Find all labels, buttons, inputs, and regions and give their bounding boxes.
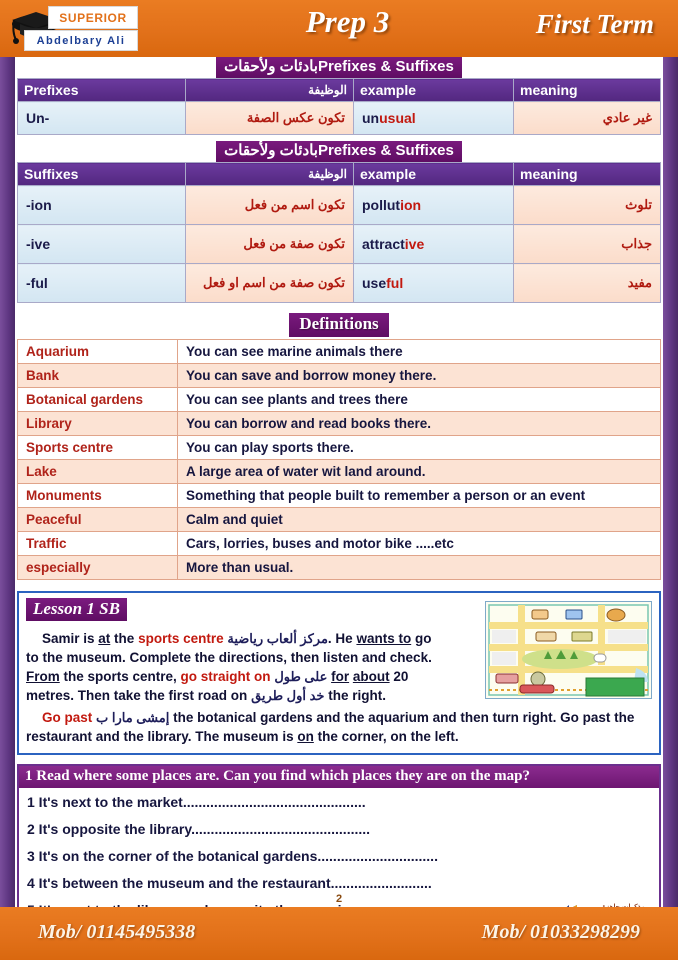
prefixes-section-title: Prefixes & Suffixesبادئات ولأحقات <box>216 57 462 78</box>
town-map-graphic <box>486 602 651 698</box>
map-illustration <box>485 601 652 699</box>
definition-term: Sports centre <box>18 436 178 460</box>
table-row <box>18 186 661 225</box>
definition-desc: You can play sports there. <box>178 436 661 460</box>
term-label: First Term <box>535 9 654 39</box>
exercise-box <box>17 764 661 930</box>
suffix-example <box>354 264 514 303</box>
function-col-header: الوظيفة <box>186 79 354 102</box>
table-row <box>18 340 661 364</box>
suffixes-section <box>17 141 661 303</box>
author-name: Abdelbary Ali <box>36 34 126 47</box>
definition-term: Aquarium <box>18 340 178 364</box>
table-header-row <box>18 79 661 102</box>
lesson-p1-arabic-3: خد أول طريق <box>251 688 325 703</box>
definitions-title: Definitions <box>289 313 388 337</box>
prefix-function: تكون عكس الصفة <box>186 102 354 135</box>
prefix-meaning: غير عادي <box>514 102 661 135</box>
table-row <box>18 412 661 436</box>
definition-desc: You can see marine animals there <box>178 340 661 364</box>
definition-term: Bank <box>18 364 178 388</box>
lesson-p1-part3: . He <box>327 631 357 646</box>
definitions-table <box>17 339 661 580</box>
prefix-example <box>354 102 514 135</box>
exercise-heading: 1 Read where some places are. Can you find which places they are on the map? <box>19 766 659 788</box>
table-row <box>18 225 661 264</box>
meaning-col-header: meaning <box>514 163 661 186</box>
example-base: use <box>362 275 387 291</box>
exercise-item[interactable]: 2 It's opposite the library.............................................. <box>27 821 371 837</box>
lesson-p1-part5: the sports centre, <box>59 669 181 684</box>
suffix-example <box>354 225 514 264</box>
table-row <box>18 436 661 460</box>
page-number: 2 <box>335 893 343 905</box>
table-row <box>18 102 661 135</box>
example-base: attract <box>362 236 405 252</box>
page-header <box>0 0 678 57</box>
lesson-p1-part6: 20 metres. Then take the first road on <box>26 669 409 703</box>
definitions-section <box>17 313 661 580</box>
definition-term: Library <box>18 412 178 436</box>
lesson-paragraph-2 <box>26 708 652 746</box>
lesson-paragraph-1 <box>26 629 436 705</box>
brand-name-plate <box>48 6 138 29</box>
example-col-header: example <box>354 79 514 102</box>
right-side-bar <box>663 57 678 907</box>
footer-mobile-left: Mob/ 01145495338 <box>38 921 196 943</box>
lesson-p1-about: about <box>352 669 390 684</box>
example-highlight: ful <box>386 275 404 291</box>
lesson-p1-arabic-2: على طول <box>274 669 328 684</box>
exercise-item[interactable]: 3 It's on the corner of the botanical gardens............................... <box>27 848 438 864</box>
example-base: un <box>362 110 380 126</box>
suffix-function: تكون صفة من فعل <box>186 225 354 264</box>
meaning-col-header: meaning <box>514 79 661 102</box>
page-footer <box>0 893 678 960</box>
suffix-meaning: جذاب <box>514 225 661 264</box>
definition-desc: You can see plants and trees there <box>178 388 661 412</box>
table-row <box>18 484 661 508</box>
lesson-p1-at: at <box>98 631 111 646</box>
page-content <box>17 57 661 907</box>
function-col-header: الوظيفة <box>186 163 354 186</box>
lesson-p1-from: From <box>26 669 60 684</box>
lesson-p1-arabic-1: مركز ألعاب رياضية <box>227 631 328 646</box>
lesson-p1-sports-centre: sports centre <box>138 631 224 646</box>
definition-desc: Something that people built to remember a person or an event <box>178 484 661 508</box>
lesson-p1-part2: the <box>110 631 139 646</box>
definition-desc: You can save and borrow money there. <box>178 364 661 388</box>
table-header-row <box>18 163 661 186</box>
suffixes-section-title: Prefixes & Suffixesبادئات ولأحقات <box>216 141 462 162</box>
example-highlight: ive <box>404 236 425 252</box>
definition-desc: A large area of water wit land around. <box>178 460 661 484</box>
suffix-example <box>354 186 514 225</box>
lesson-box <box>17 591 661 755</box>
example-col-header: example <box>354 163 514 186</box>
definition-desc: You can borrow and read books there. <box>178 412 661 436</box>
example-base: pollut <box>362 197 401 213</box>
lesson-p1-part7: the right. <box>324 688 386 703</box>
lesson-p2-go-past: Go past <box>42 710 93 725</box>
lesson-p2-on: on <box>297 729 314 744</box>
brand-logo <box>8 4 136 51</box>
lesson-p1-wants-to: wants to <box>356 631 412 646</box>
lesson-p1-part4: go to the museum. Complete the directions, then listen and check. <box>26 631 432 665</box>
suffix-function: تكون صفة من اسم او فعل <box>186 264 354 303</box>
suffix-meaning: مفيد <box>514 264 661 303</box>
suffixes-col-header: Suffixes <box>18 163 186 186</box>
prefix-value: Un- <box>18 102 186 135</box>
table-row <box>18 508 661 532</box>
suffix-function: تكون اسم من فعل <box>186 186 354 225</box>
definition-desc: Calm and quiet <box>178 508 661 532</box>
brand-name: SUPERIOR <box>59 10 127 25</box>
definition-term: Peaceful <box>18 508 178 532</box>
prefixes-table <box>17 78 661 135</box>
definition-term: Lake <box>18 460 178 484</box>
exercise-item[interactable]: 4 It's between the museum and the restaurant.......................... <box>27 875 432 891</box>
prefixes-section <box>17 57 661 135</box>
table-row <box>18 264 661 303</box>
table-row <box>18 556 661 580</box>
suffixes-table <box>17 162 661 303</box>
footer-mobile-right: Mob/ 01033298299 <box>481 921 640 943</box>
lesson-p2-arabic-1: إمشى مارا ب <box>96 710 170 725</box>
suffix-value: -ful <box>18 264 186 303</box>
table-row <box>18 388 661 412</box>
lesson-p2-part2: the corner, on the left. <box>313 729 459 744</box>
table-row <box>18 532 661 556</box>
definition-term: especially <box>18 556 178 580</box>
suffix-value: -ion <box>18 186 186 225</box>
example-highlight: ion <box>400 197 422 213</box>
definition-term: Monuments <box>18 484 178 508</box>
table-row <box>18 460 661 484</box>
lesson-tag: Lesson 1 SB <box>26 598 127 621</box>
author-name-plate <box>24 30 138 51</box>
table-row <box>18 364 661 388</box>
exercise-item[interactable]: 1 It's next to the market............................................... <box>27 794 366 810</box>
definition-term: Traffic <box>18 532 178 556</box>
definition-desc: More than usual. <box>178 556 661 580</box>
left-side-bar <box>0 57 15 907</box>
lesson-p2-part1: the botanical gardens and the aquarium and then turn right. Go past the restaurant and the library. The museum is <box>26 710 635 744</box>
suffix-value: -ive <box>18 225 186 264</box>
lesson-p1-part1: Samir is <box>42 631 99 646</box>
lesson-p1-for: for <box>331 669 350 684</box>
prefixes-col-header: Prefixes <box>18 79 186 102</box>
suffix-meaning: تلوث <box>514 186 661 225</box>
definition-desc: Cars, lorries, buses and motor bike .....etc <box>178 532 661 556</box>
example-highlight: usual <box>379 110 416 126</box>
lesson-p1-go-straight: go straight on <box>180 669 271 684</box>
page-title: Prep 3 <box>305 4 390 39</box>
definition-term: Botanical gardens <box>18 388 178 412</box>
